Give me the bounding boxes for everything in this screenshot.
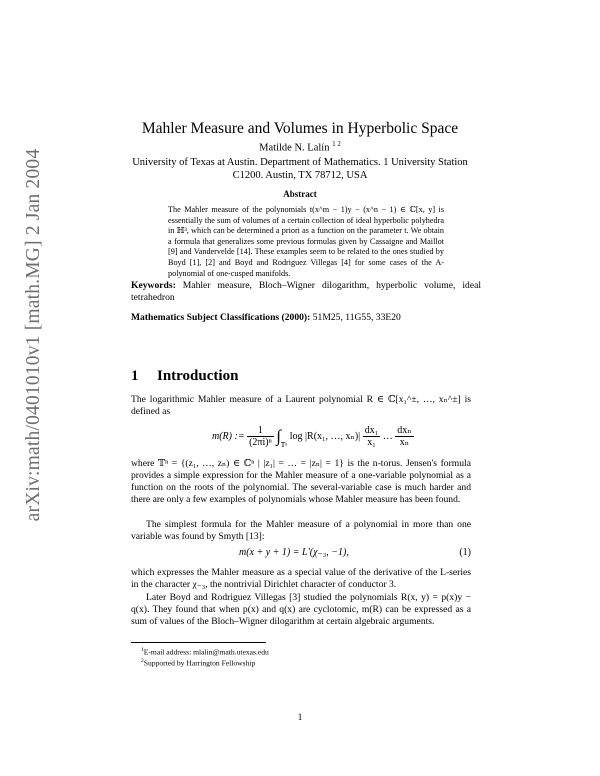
eq1-measure-1	[363, 425, 381, 448]
eq1-lhs: m(R) :=	[212, 431, 245, 442]
eq1-coef-numerator: 1	[247, 425, 274, 437]
intro-paragraph-2: where 𝕋ⁿ = {(z₁, …, zₙ) ∈ ℂⁿ | |z₁| = … = |zₙ| = 1} is the n-torus. Jensen's formula provides a simple expression for the Mahler measure of a one-variable polynomial as a function on the roots of the polynomial. The several-variable case is much harder and there are only a few examples of polynomials whose Mahler measure has been found.	[131, 458, 471, 505]
page-number: 1	[297, 712, 303, 723]
eq1-measure-2-den: xₙ	[399, 437, 410, 448]
footnote-2-mark: 2	[141, 658, 144, 664]
msc-classification	[131, 312, 481, 323]
arxiv-side-identifier: arXiv:math/0401010v1 [math.MG] 2 Jan 2004	[23, 148, 44, 522]
paper-title: Mahler Measure and Volumes in Hyperbolic Space	[141, 120, 459, 137]
eq1-ellipsis: …	[382, 431, 393, 442]
abstract-heading: Abstract	[283, 189, 317, 199]
integral-sign: ∫	[276, 426, 281, 446]
eq1-coefficient	[247, 425, 274, 448]
eq1-integrand: log |R(x₁, …, xₙ)|	[289, 431, 361, 442]
footnote-1-mark: 1	[141, 647, 144, 653]
eq1-measure-2-num: dxₙ	[397, 425, 412, 436]
intro-paragraph-3: The simplest formula for the Mahler measure of a polynomial in more than one variable was found by Smyth [13]:	[131, 519, 471, 542]
intro-paragraph-1: The logarithmic Mahler measure of a Laurent polynomial R ∈ ℂ[x₁^±, …, xₙ^±] is defined as	[131, 394, 471, 417]
section-heading	[131, 368, 238, 385]
footnote-rule	[131, 642, 266, 643]
keywords-text: Mahler measure, Bloch–Wigner dilogarithm, hyperbolic volume, ideal tetrahedron	[131, 280, 481, 304]
author-footnote-marks: 1 2	[332, 140, 341, 148]
keywords	[131, 280, 481, 304]
eq1-measure-1-den: x₁	[367, 437, 376, 448]
footnote-2-text: Supported by Harrington Fellowship	[143, 658, 256, 668]
footnote-2	[141, 656, 471, 669]
keywords-label: Keywords:	[131, 280, 176, 291]
intro-paragraph-4: which expresses the Mahler measure as a special value of the derivative of the L-series in the character χ₋₃, the nontrivial Dirichlet character of conductor 3.	[131, 567, 471, 590]
eq2-number: (1)	[459, 547, 471, 558]
msc-codes: 51M25, 11G55, 33E20	[312, 312, 401, 323]
section-title: Introduction	[157, 368, 239, 384]
abstract-text: The Mahler measure of the polynomials t(x^m − 1)y − (x^n − 1) ∈ ℂ[x, y] is essentially the sum of volumes of a certain collection of ideal hyperbolic polyhedra in ℍ³, which can be determined a priori as a function on the parameter t. We obtain a formula that generalizes some previous formulas given by Cassaigne and Maillot [9] and Vandervelde [14]. These examples seem to be related to the ones studied by Boyd [1], [2] and Boyd and Rodriguez Villegas [4] for some cases of the A-polynomial of one-cusped manifolds.	[168, 205, 444, 278]
eq1-measure-1-num: dx₁	[364, 425, 379, 436]
footnote-1-text: E-mail address: mlalin@math.utexas.edu	[143, 647, 269, 657]
author-name: Matilde N. Lalín	[259, 142, 330, 154]
intro-paragraph-5: Later Boyd and Rodriguez Villegas [3] studied the polynomials R(x, y) = p(x)y − q(x). They found that when p(x) and q(x) are cyclotomic, m(R) can be expressed as a sum of values of the Bloch–Wigner dilogarithm at certain algebraic arguments.	[131, 592, 471, 627]
torus-subscript: 𝕋ⁿ	[280, 442, 288, 449]
affiliation: University of Texas at Austin. Department of Mathematics. 1 University Station C1200. Austin, TX 78712, USA	[132, 157, 468, 181]
author-line	[100, 140, 500, 154]
eq1-coef-denominator: (2πi)ⁿ	[249, 437, 272, 448]
eq1-measure-2	[395, 425, 413, 448]
section-number: 1	[131, 368, 139, 384]
msc-label: Mathematics Subject Classifications (2000):	[131, 312, 311, 323]
equation-mahler-measure	[212, 425, 432, 457]
eq2-formula: m(x + y + 1) = L′(χ₋₃, −1),	[239, 547, 349, 558]
